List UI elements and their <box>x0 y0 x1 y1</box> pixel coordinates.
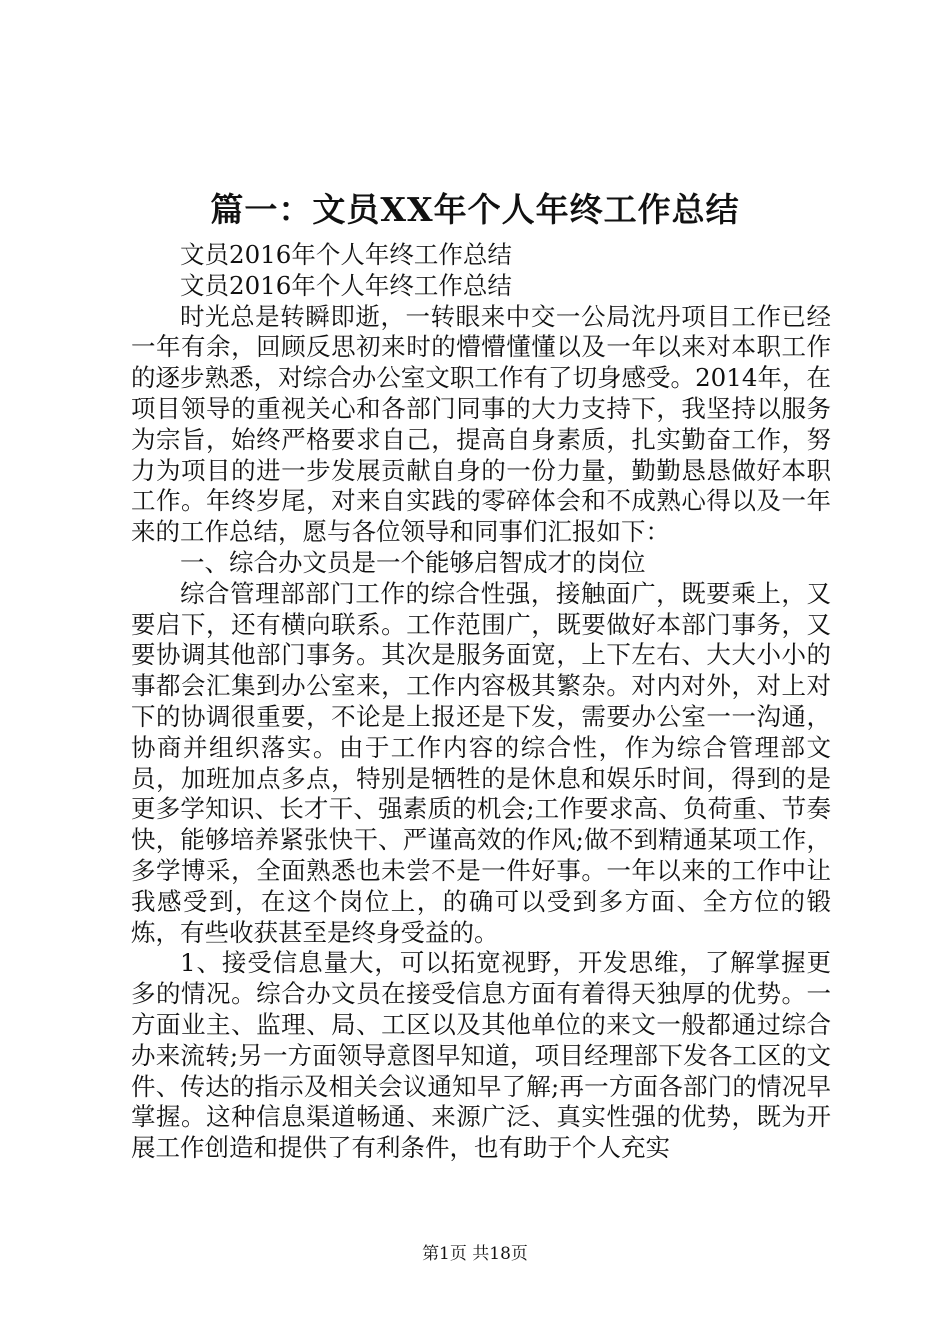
document-body <box>131 240 831 1164</box>
body-paragraph: 1、接受信息量大，可以拓宽视野，开发思维，了解掌握更多的情况。综合办文员在接受信息方面有着得天独厚的优势。一方面业主、监理、局、工区以及其他单位的来文一般都通过综合办来流转;另一方面领导意图早知道，项目经理部下发各工区的文件、传达的指示及相关会议通知早了解;再一方面各部门的情况早掌握。这种信息渠道畅通、来源广泛、真实性强的优势，既为开展工作创造和提供了有利条件，也有助于个人充实 <box>131 948 831 1163</box>
document-title: 篇一：文员XX年个人年终工作总结 <box>210 190 740 229</box>
body-paragraph: 时光总是转瞬即逝，一转眼来中交一公局沈丹项目工作已经一年有余，回顾反思初来时的懵懵懂懂以及一年以来对本职工作的逐步熟悉，对综合办公室文职工作有了切身感受。2014年，在项目领导的重视关心和各部门同事的大力支持下，我坚持以服务为宗旨，始终严格要求自己，提高自身素质，扎实勤奋工作，努力为项目的进一步发展贡献自身的一份力量，勤勤恳恳做好本职工作。年终岁尾，对来自实践的零碎体会和不成熟心得以及一年来的工作总结，愿与各位领导和同事们汇报如下： <box>131 301 831 547</box>
subtitle-line: 文员2016年个人年终工作总结 <box>180 270 512 300</box>
body-paragraph: 综合管理部部门工作的综合性强，接触面广，既要乘上，又要启下，还有横向联系。工作范围广，既要做好本部门事务，又要协调其他部门事务。其次是服务面宽，上下左右、大大小小的事都会汇集到办公室来，工作内容极其繁杂。对内对外，对上对下的协调很重要，不论是上报还是下发，需要办公室一一沟通，协商并组织落实。由于工作内容的综合性，作为综合管理部文员，加班加点多点，特别是牺牲的是休息和娱乐时间，得到的是更多学知识、长才干、强素质的机会;工作要求高、负荷重、节奏快，能够培养紧张快干、严谨高效的作风;做不到精通某项工作，多学博采，全面熟悉也未尝不是一件好事。一年以来的工作中让我感受到，在这个岗位上，的确可以受到多方面、全方位的锻炼，有些收获甚至是终身受益的。 <box>131 578 831 947</box>
section-heading: 一、综合办文员是一个能够启智成才的岗位 <box>180 547 646 577</box>
subtitle-line: 文员2016年个人年终工作总结 <box>180 240 512 269</box>
page-number-footer: 第1页 共18页 <box>422 1244 528 1264</box>
